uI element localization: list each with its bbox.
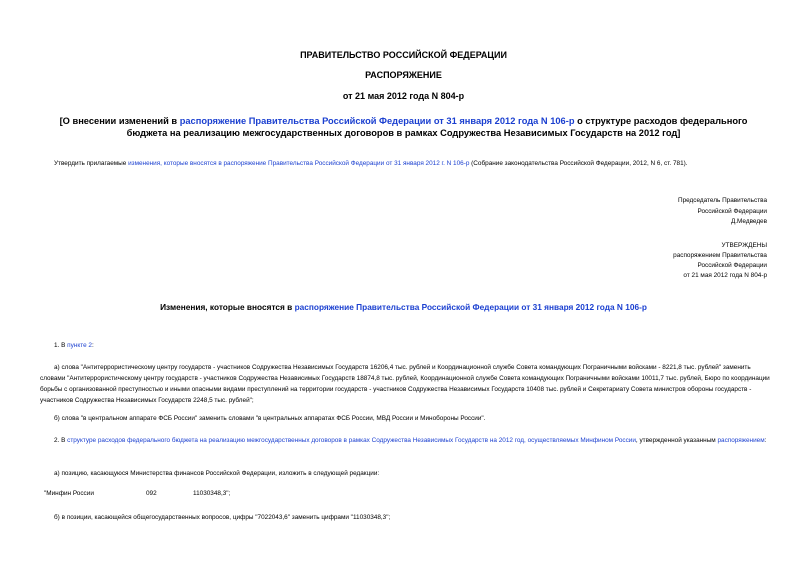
item-2-prefix: 2. В xyxy=(54,437,68,444)
item-1-suffix: : xyxy=(91,342,94,349)
approval-block xyxy=(547,241,767,281)
table-cell-ministry: "Минфин России xyxy=(44,490,94,497)
item-1-link[interactable]: пункте 2 xyxy=(67,342,92,349)
signature-line-1: Председатель Правительства xyxy=(678,197,767,204)
item-2-mid: , утвержденной указанным xyxy=(635,437,718,444)
title-reference-link[interactable]: распоряжение Правительства Российской Федерации от 31 января 2012 года N 106-р xyxy=(179,116,575,126)
order-heading: РАСПОРЯЖЕНИЕ xyxy=(365,70,442,80)
government-heading: ПРАВИТЕЛЬСТВО РОССИЙСКОЙ ФЕДЕРАЦИИ xyxy=(300,50,507,60)
item-1 xyxy=(40,340,770,351)
signature-line-2: Российской Федерации xyxy=(697,207,767,215)
approval-line-1: УТВЕРЖДЕНЫ xyxy=(721,242,767,249)
item-1a: а) слова "Антитеррористическому центру государств - участников Содружества Независимых Государств 16206,4 тыс. рублей и Координационной службе Совета командующих Пограничными войсками - 8221,8 тыс. рублей" заменить словами "Антитеррористическому центру государств - участников Содружества Независимых Государств 18874,8 тыс. рублей, Координационной службе Совета командующих Пограничными войсками 10011,7 тыс. рублей, Бюро по координации борьбы с организованной преступностью и иными опасными видами преступлений на территории государств - участников Содружества Независимых Государств 10408 тыс. рублей и Секретариату Совета министров обороны государств - участников Содружества Независимых Государств 2248,5 тыс. рублей"; xyxy=(40,364,770,404)
item-2-structure-link[interactable]: структуре расходов федерального бюджета на реализацию межгосударственных договоров в рамках Содружества Независимых Государств на 2012 год, осуществляемых Минфином России xyxy=(67,437,636,444)
subtitle-reference-link[interactable]: распоряжение Правительства Российской Федерации от 31 января 2012 года N 106-р xyxy=(294,302,647,312)
approval-line-4: от 21 мая 2012 года N 804-р xyxy=(683,272,767,279)
order-date: от 21 мая 2012 года N 804-р xyxy=(342,91,465,101)
item-2-suffix: : xyxy=(764,437,767,444)
intro-suffix: (Собрание законодательства Российской Федерации, 2012, N 6, ст. 781). xyxy=(469,160,688,167)
intro-changes-link[interactable]: изменения, которые вносятся в распоряжение Правительства Российской Федерации от 31 января 2012 г. N 106-р xyxy=(128,160,470,167)
changes-subtitle xyxy=(40,302,767,312)
intro-prefix: Утвердить прилагаемые xyxy=(54,160,129,167)
approval-line-2: распоряжением Правительства xyxy=(673,252,767,259)
subtitle-prefix: Изменения, которые вносятся в xyxy=(160,302,295,312)
intro-paragraph xyxy=(40,158,770,169)
item-1-prefix: 1. В xyxy=(54,342,68,349)
item-2 xyxy=(40,435,770,446)
title-suffix: о структуре расходов федерального бюджета на реализацию межгосударственных договоров в рамках Содружества Независимых Государств на 2012 год] xyxy=(126,116,748,138)
signature-line-3: Д.Медведев xyxy=(730,218,767,225)
document-title xyxy=(40,115,767,139)
item-2b: б) в позиции, касающейся общегосударственных вопросов, цифры "7022043,6" заменить цифрами "11030348,3"; xyxy=(54,514,391,521)
title-prefix: [О внесении изменений в xyxy=(59,116,180,126)
approval-line-3: Российской Федерации xyxy=(697,262,767,269)
item-2-order-link[interactable]: распоряжением xyxy=(717,437,765,444)
table-cell-code: 092 xyxy=(146,490,157,497)
item-2a: а) позицию, касающуюся Министерства финансов Российской Федерации, изложить в следующей редакции: xyxy=(54,470,380,477)
item-1b: б) слова "в центральном аппарате ФСБ России" заменить словами "в центральных аппаратах ФСБ России, МВД России и Минобороны России". xyxy=(54,415,486,422)
signature-block xyxy=(547,196,767,228)
table-cell-amount: 11030348,3"; xyxy=(193,490,231,497)
